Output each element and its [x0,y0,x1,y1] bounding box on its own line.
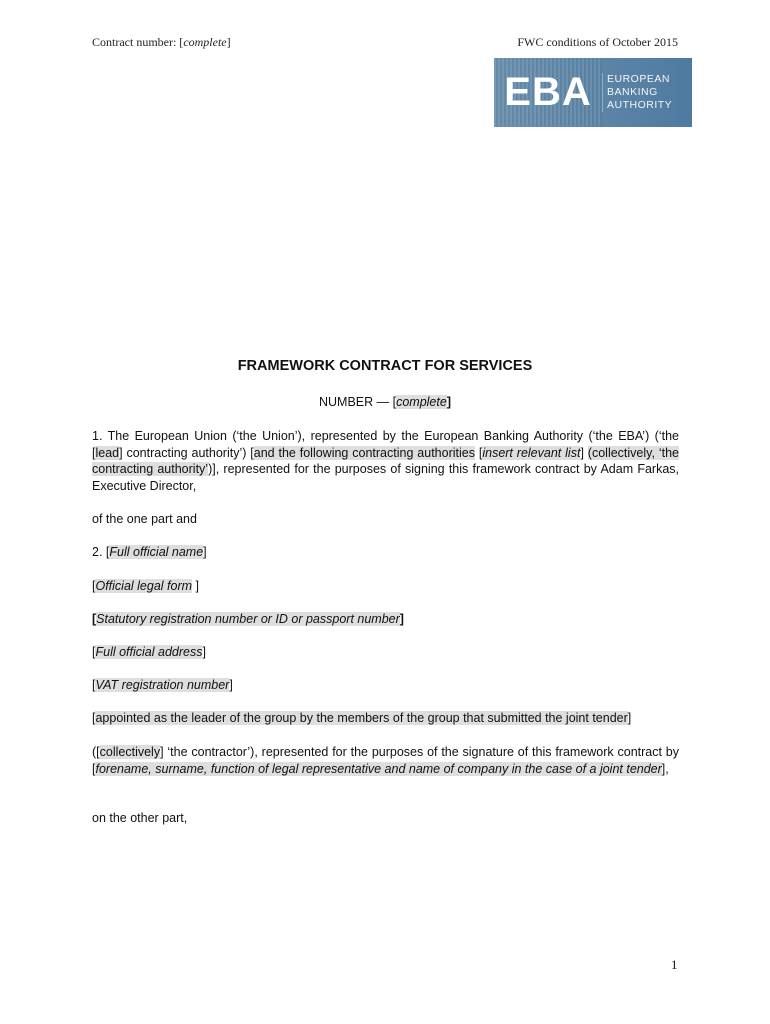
party2-name-prefix: 2. [ [92,545,110,559]
one-part-line: of the one part and [92,512,197,526]
logo-line-2: BANKING [607,86,658,98]
number-suffix: ] [446,395,451,409]
number-placeholder: complete [396,395,447,409]
party-two-leader: [appointed as the leader of the group by the members of the group that submitted the joint tender] [92,711,632,725]
party2-name-suffix: ] [203,545,207,559]
party-two-registration: [Statutory registration number or ID or passport number] [92,612,404,626]
other-part-line: on the other part, [92,811,188,825]
eba-logo-mark: EBA [494,58,602,127]
party1-collectively: (collectively, ‘the contracting authority’ [92,445,679,476]
party1-following-authorities: and the following contracting authorities [253,445,475,460]
party1-text-4: ] [580,445,588,460]
party2-vat: VAT registration number [95,678,230,692]
eba-logo [494,58,692,127]
party1-insert-list: insert relevant list [482,445,581,460]
number-prefix: NUMBER — [ [319,395,397,409]
logo-line-3: AUTHORITY [607,99,673,111]
party2-legal-form: Official legal form [95,579,193,593]
header-contract-suffix: ] [226,35,231,49]
contractor-text-1: ([ [92,745,100,759]
party2-address: Full official address [95,645,203,659]
header-contract-prefix: Contract number: [ [92,35,184,49]
contract-number-line [92,395,678,409]
header-contract-number [92,35,231,50]
contractor-text-3: ], [661,761,669,776]
party1-text-3: [ [474,445,483,460]
party1-text-5: )], represented for the purposes of signing this framework contract by Adam Farkas, Executive Director, [92,462,679,493]
party-two-address: [Full official address] [92,645,206,659]
party-two-name [92,544,679,561]
document-title: FRAMEWORK CONTRACT FOR SERVICES [237,358,533,374]
party1-lead: lead [95,445,120,460]
eba-logo-text [602,73,672,112]
party-two-vat: [VAT registration number] [92,678,233,692]
header-contract-placeholder: complete [183,35,227,49]
party-two-legal-form: [Official legal form ] [92,579,199,593]
party2-leader: appointed as the leader of the group by the members of the group that submitted the joint tender [95,711,628,725]
page-number: 1 [671,957,678,972]
party2-registration: Statutory registration number or ID or passport number [96,612,400,626]
party2-full-name: Full official name [109,545,204,559]
contractor-collectively: collectively [99,745,161,759]
party1-text-1: 1. The European Union (‘the Union’), represented by the European Banking Authority (‘the EBA’) (‘the [ [92,429,679,460]
header-conditions: FWC conditions of October 2015 [517,35,678,49]
logo-line-1: EUROPEAN [607,73,670,85]
contractor-text-2: ] ‘the contractor’), represented for the purposes of the signature of this framework contract by [ [92,745,679,776]
party-one-paragraph [92,428,679,494]
contractor-representative: forename, surname, function of legal representative and name of company in the case of a joint tender [95,761,662,776]
party1-text-2: ] contracting authority’) [ [119,445,254,460]
contractor-paragraph [92,744,679,777]
